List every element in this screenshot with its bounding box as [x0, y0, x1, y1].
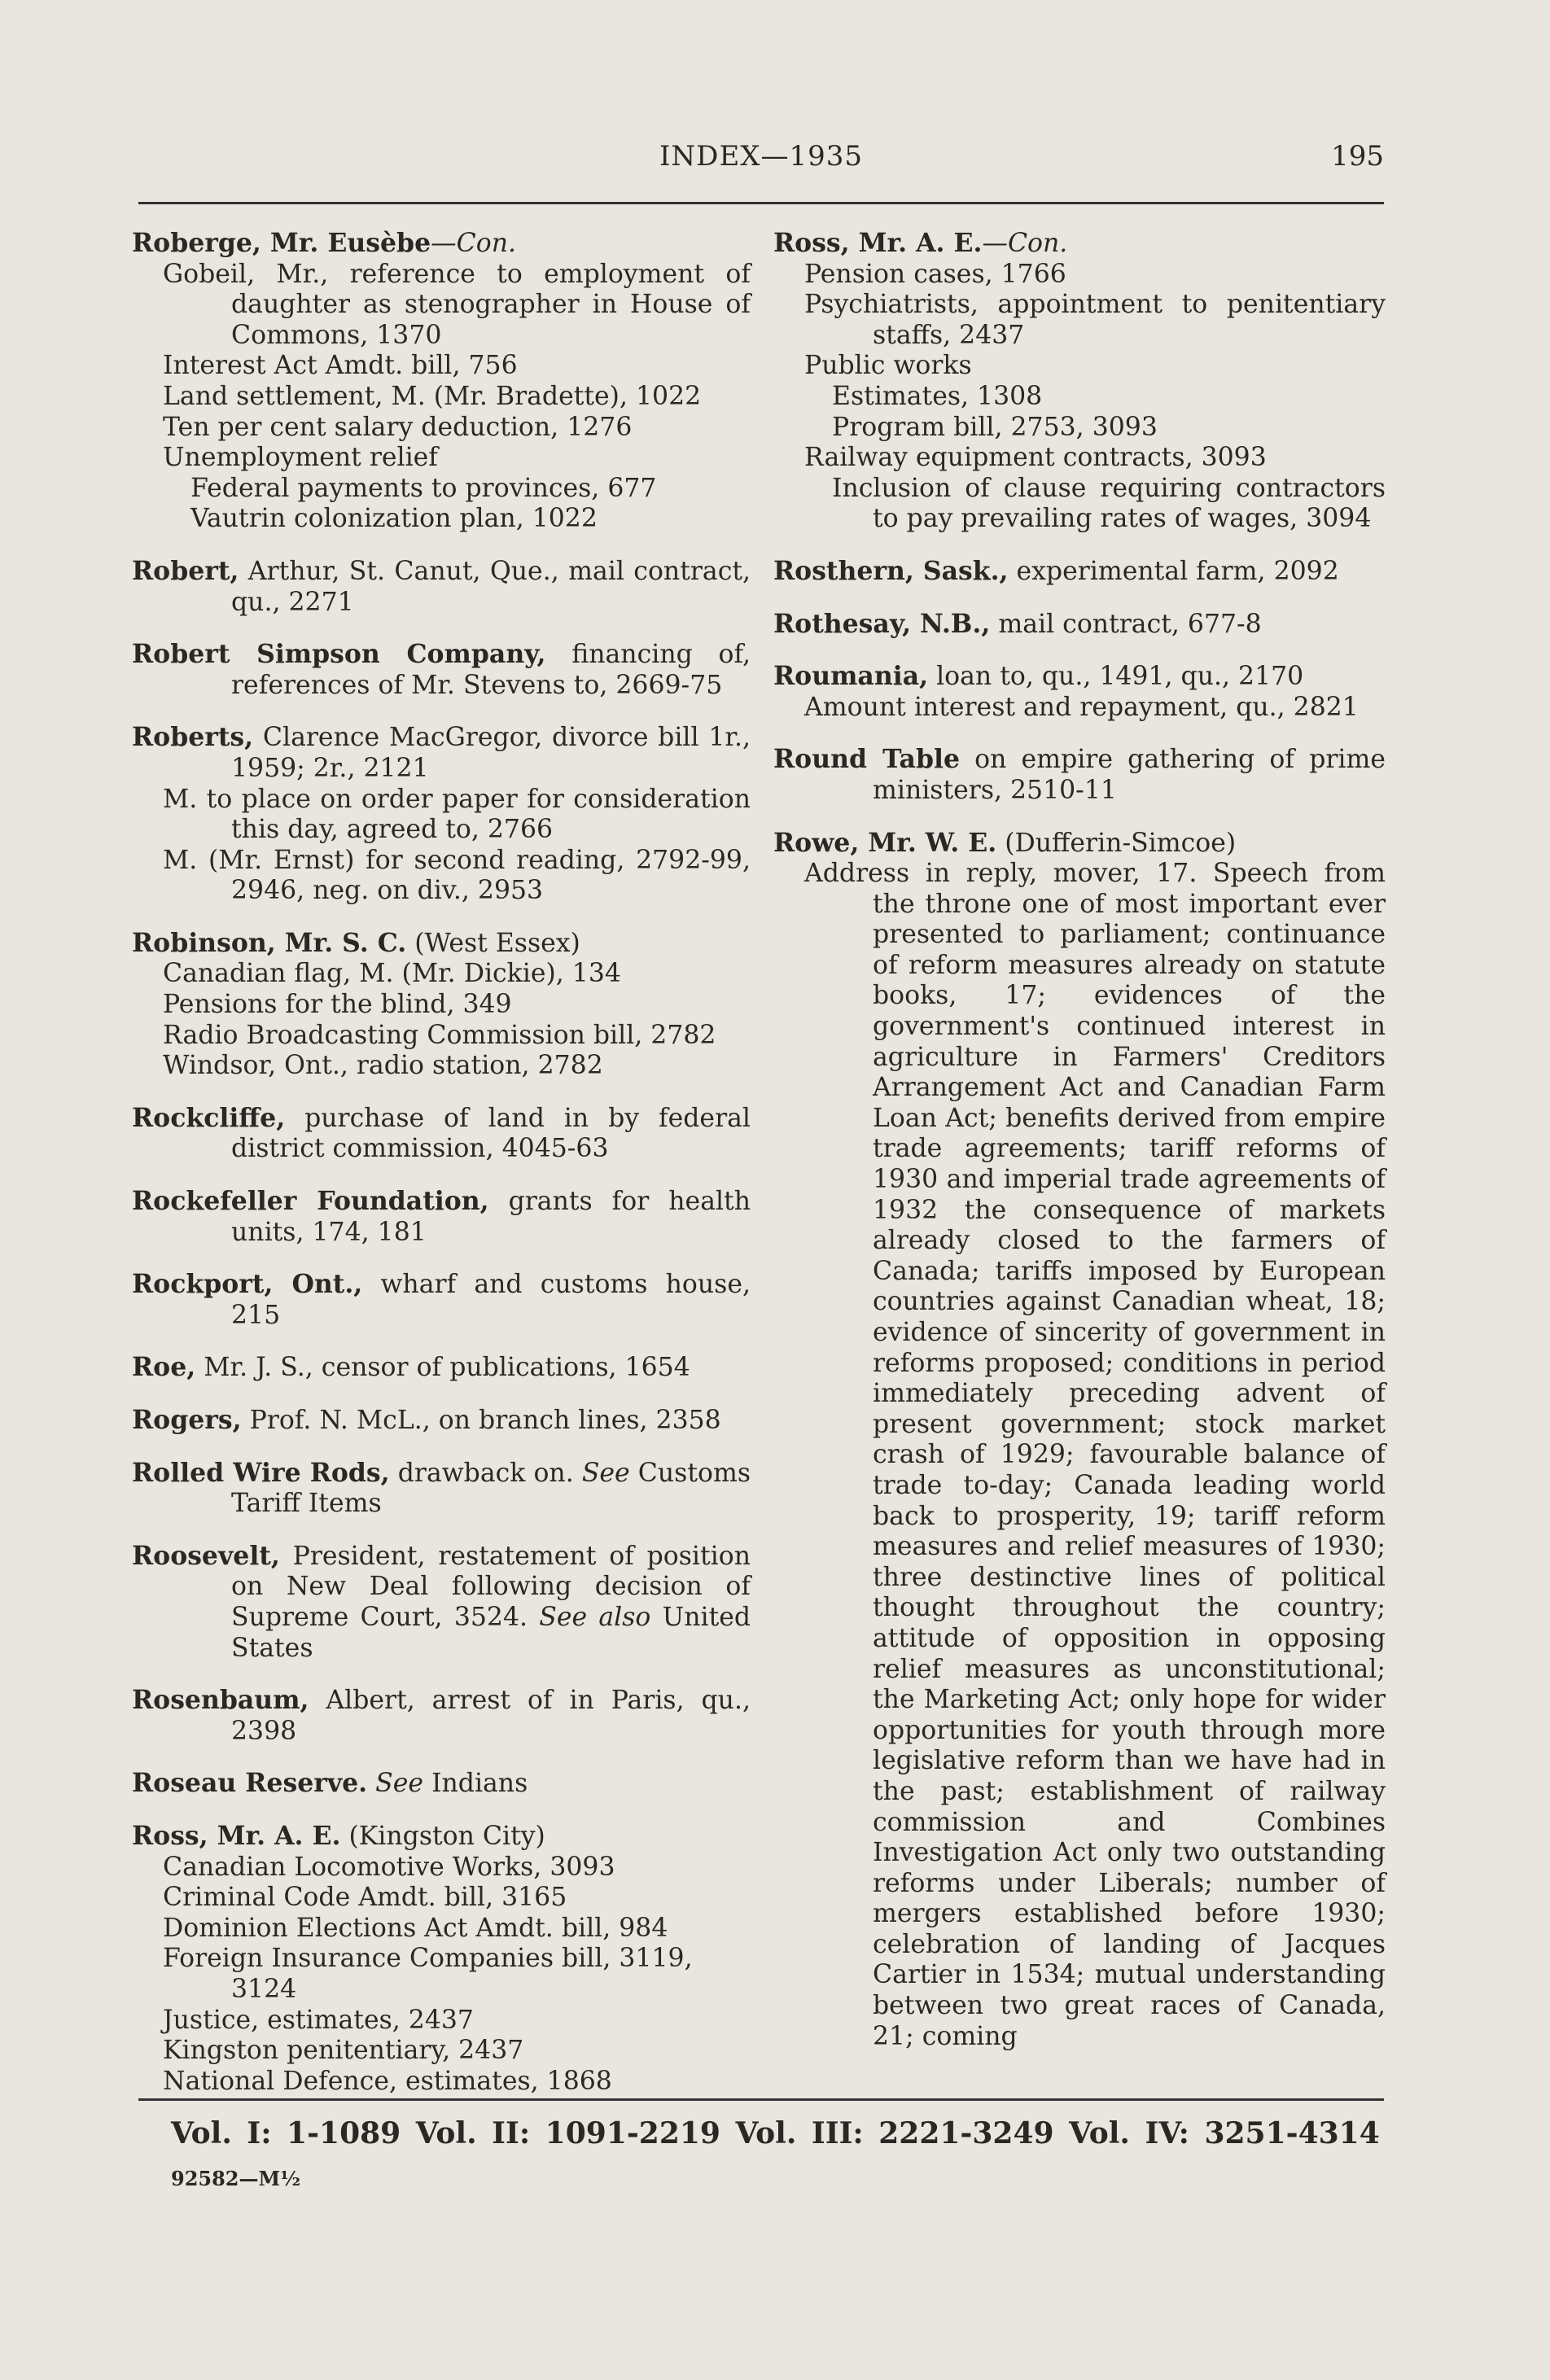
sub-entry: Kingston penitentiary, 2437 — [163, 2036, 524, 2066]
index-entry — [132, 1269, 751, 1331]
index-entry — [773, 661, 1386, 723]
entry-text: drawback on. — [397, 1458, 574, 1488]
page-header — [138, 140, 1384, 189]
entry-heading: Round Table — [773, 744, 960, 775]
entry-heading: Rosenbaum, — [132, 1685, 309, 1716]
index-entry — [132, 1821, 751, 2097]
sub-entry: Criminal Code Amdt. bill, 3165 — [163, 1883, 567, 1913]
entry-text: Albert, arrest of in Paris, qu., 2398 — [231, 1686, 751, 1746]
sub-sub-entry: Federal payments to provinces, 677 — [190, 473, 657, 503]
entry-heading: Rockport, Ont., — [132, 1269, 363, 1300]
index-entry — [132, 1352, 751, 1384]
sub-sub-entry: Inclusion of clause requiring contractors to pay prevailing rates of wages, 3094 — [832, 473, 1386, 534]
index-entry — [132, 228, 751, 535]
entry-text: (Kingston City) — [348, 1821, 545, 1851]
sub-entry: Interest Act Amdt. bill, 756 — [163, 351, 518, 381]
entry-heading: Rockcliffe, — [132, 1102, 286, 1133]
sub-entry: National Defence, estimates, 1868 — [163, 2066, 612, 2096]
entry-text: experimental farm, 2092 — [1016, 556, 1339, 586]
entry-text: Clarence MacGregor, divorce bill 1r., 1959; 2r., 2121 — [231, 723, 751, 783]
index-entry — [132, 1186, 751, 1248]
sub-sub-entry: Estimates, 1308 — [832, 381, 1043, 411]
entry-text: wharf and customs house, 215 — [231, 1270, 751, 1330]
header-rule — [138, 202, 1384, 204]
entry-text: Indians — [431, 1769, 528, 1799]
index-entry — [773, 609, 1386, 641]
index-entry — [773, 744, 1386, 806]
sub-entry: Windsor, Ont., radio station, 2782 — [163, 1051, 603, 1081]
page-number: 195 — [1331, 140, 1384, 173]
entry-text: United States — [231, 1602, 751, 1663]
right-column — [773, 228, 1386, 2073]
left-column — [132, 228, 751, 2118]
index-entry — [132, 722, 751, 907]
entry-text: President, restatement of position on New Deal following decision of Supreme Court, 3524. — [231, 1541, 751, 1632]
footer-rule — [138, 2098, 1384, 2101]
sub-entry: Pensions for the blind, 349 — [163, 990, 512, 1020]
entry-heading: Rogers, — [132, 1405, 242, 1435]
entry-heading: Rothesay, N.B., — [773, 608, 991, 639]
index-entry — [132, 1541, 751, 1664]
entry-text: grants for health units, 174, 181 — [231, 1187, 751, 1247]
sub-entry: Canadian Locomotive Works, 3093 — [163, 1852, 615, 1882]
entry-text: loan to, qu., 1491, qu., 2170 — [936, 662, 1304, 692]
entry-heading: Roe, — [132, 1352, 196, 1383]
index-entry — [132, 1685, 751, 1747]
sub-sub-entry: Vautrin colonization plan, 1022 — [190, 504, 598, 534]
volume-ranges: Vol. I: 1-1089 Vol. II: 1091-2219 Vol. III: 2221-3249 Vol. IV: 3251-4314 — [171, 2116, 1380, 2150]
print-code: 92582—M½ — [171, 2167, 301, 2190]
entry-text: Mr. J. S., censor of publications, 1654 — [204, 1353, 690, 1383]
sub-entry: Land settlement, M. (Mr. Bradette), 1022 — [163, 381, 702, 411]
index-entry — [132, 639, 751, 701]
sub-entry: Dominion Elections Act Amdt. bill, 984 — [163, 1913, 668, 1943]
entry-heading: Roumania, — [773, 661, 929, 692]
index-entry — [773, 828, 1386, 2053]
see-reference: See — [581, 1458, 630, 1488]
index-entry — [132, 1768, 751, 1800]
entry-heading: Rolled Wire Rods, — [132, 1457, 390, 1488]
entry-text: (Dufferin-Simcoe) — [1005, 828, 1237, 858]
sub-entry: Canadian flag, M. (Mr. Dickie), 134 — [163, 959, 621, 989]
entry-text: mail contract, 677-8 — [998, 609, 1262, 639]
entry-text: on empire gathering of prime ministers, 2510-11 — [873, 745, 1386, 805]
index-entry — [773, 556, 1386, 588]
see-reference: See — [375, 1769, 424, 1799]
index-entry — [132, 1405, 751, 1437]
see-also-reference: See also — [539, 1602, 651, 1632]
entry-text: (West Essex) — [414, 928, 580, 958]
entry-heading: Rockefeller Foundation, — [132, 1186, 489, 1217]
index-entry — [132, 1458, 751, 1520]
sub-entry: Address in reply, mover, 17. Speech from the throne one of most important ever presented to parliament; continuance of reform measures already on statute books, 17; evidences of the government's continued interest in agriculture in Farmers' Creditors Arrangement Act and Canadian Farm Loan Act; benefits derived from empire trade agreements; tariff reforms of 1930 and imperial trade agreements of 1932 the consequence of markets already closed to the farmers of Canada; tariffs imposed by European countries against Canadian wheat, 18; evidence of sincerity of government in reforms proposed; conditions in period immediately preceding advent of present government; stock market crash of 1929; favourable balance of trade to-day; Canada leading world back to prosperity, 19; tariff reform measures and relief measures of 1930; three destinctive lines of political thought throughout the country; attitude of opposition in opposing relief measures as unconstitutional; the Marketing Act; only hope for wider opportunities for youth through more legislative reform than we have had in the past; establishment of railway commission and Combines Investigation Act only two outstanding reforms under Liberals; number of mergers established before 1930; celebration of landing of Jacques Cartier in 1534; mutual understanding between two great races of Canada, 21; coming — [804, 859, 1386, 2051]
sub-entry: Gobeil, Mr., reference to employment of daughter as stenographer in House of Commons, 1370 — [163, 259, 751, 350]
entry-heading: Robinson, Mr. S. C. — [132, 927, 407, 958]
entry-heading: Roosevelt, — [132, 1540, 280, 1571]
running-title: INDEX—1935 — [659, 140, 863, 173]
entry-heading: Ross, Mr. A. E. — [773, 228, 983, 258]
index-entry — [132, 1103, 751, 1165]
entry-heading: Robert, — [132, 555, 239, 586]
entry-heading: Roberts, — [132, 722, 254, 753]
continued-label: —Con. — [982, 229, 1068, 258]
sub-entry: Justice, estimates, 2437 — [163, 2005, 474, 2035]
sub-entry: Pension cases, 1766 — [804, 259, 1066, 289]
entry-heading: Robert Simpson Company, — [132, 639, 546, 670]
index-entry — [773, 228, 1386, 535]
sub-sub-entry: Program bill, 2753, 3093 — [832, 412, 1158, 442]
index-entry — [132, 556, 751, 618]
sub-entry: Foreign Insurance Companies bill, 3119, 3124 — [163, 1944, 693, 2004]
entry-text: Arthur, St. Canut, Que., mail contract, qu., 2271 — [231, 556, 751, 617]
entry-text: Customs Tariff Items — [231, 1458, 751, 1519]
sub-entry: Public works — [804, 351, 972, 381]
sub-entry: Psychiatrists, appointment to penitentiary staffs, 2437 — [804, 290, 1386, 350]
sub-entry: Unemployment relief — [163, 443, 438, 473]
sub-entry: Amount interest and repayment, qu., 2821 — [804, 692, 1359, 722]
sub-entry: Radio Broadcasting Commission bill, 2782 — [163, 1020, 716, 1050]
entry-text: purchase of land in by federal district commission, 4045-63 — [231, 1103, 751, 1164]
index-entry — [132, 928, 751, 1082]
sub-entry: M. (Mr. Ernst) for second reading, 2792-99, 2946, neg. on div., 2953 — [163, 845, 751, 906]
entry-heading: Rosthern, Sask., — [773, 555, 1009, 586]
entry-heading: Roseau Reserve. — [132, 1768, 368, 1799]
entry-text: Prof. N. McL., on branch lines, 2358 — [249, 1406, 721, 1435]
sub-entry: Railway equipment contracts, 3093 — [804, 443, 1267, 473]
entry-heading: Roberge, Mr. Eusèbe — [132, 228, 431, 258]
sub-entry: M. to place on order paper for consideration this day, agreed to, 2766 — [163, 784, 751, 845]
entry-text: financing of, references of Mr. Stevens to, 2669-75 — [231, 640, 751, 700]
entry-heading: Rowe, Mr. W. E. — [773, 827, 997, 858]
continued-label: —Con. — [431, 229, 516, 258]
entry-heading: Ross, Mr. A. E. — [132, 1820, 341, 1851]
sub-entry: Ten per cent salary deduction, 1276 — [163, 412, 633, 442]
